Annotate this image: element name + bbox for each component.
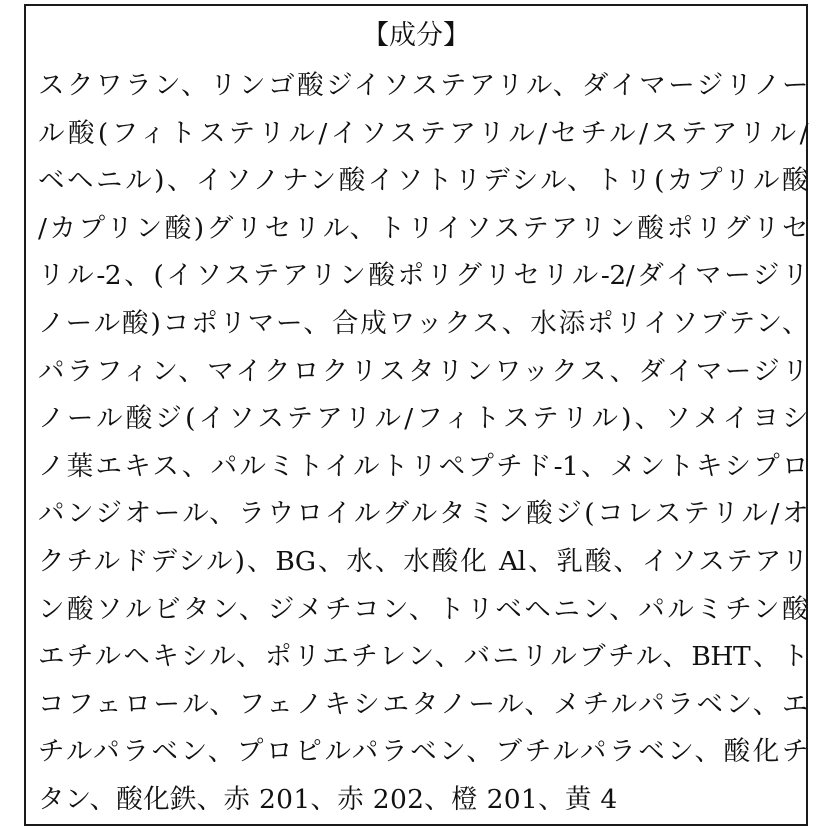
ingredient-line: エチルヘキシル、ポリエチレン、バニリルブチル、BHT、ト bbox=[38, 641, 808, 673]
ingredient-line: クチルドデシル)、BG、水、水酸化 Al、乳酸、イソステアリ bbox=[38, 545, 808, 577]
ingredients-box bbox=[24, 4, 808, 826]
ingredient-line: ノ葉エキス、パルミトイルトリペプチド-1、メントキシプロ bbox=[38, 450, 808, 482]
ingredient-line: ル酸(フィトステリル/イソステアリル/セチル/ステアリル/ bbox=[38, 117, 808, 149]
ingredient-line: ン酸ソルビタン、ジメチコン、トリベヘニン、パルミチン酸 bbox=[38, 593, 808, 625]
ingredient-line: /カプリン酸)グリセリル、トリイソステアリン酸ポリグリセ bbox=[38, 212, 808, 244]
ingredient-line: ノール酸)コポリマー、合成ワックス、水添ポリイソブテン、 bbox=[38, 307, 808, 339]
ingredient-line: パンジオール、ラウロイルグルタミン酸ジ(コレステリル/オ bbox=[38, 498, 808, 530]
ingredient-line: ノール酸ジ(イソステアリル/フィトステリル)、ソメイヨシ bbox=[38, 403, 808, 435]
ingredients-text bbox=[38, 62, 808, 824]
ingredient-line: チルパラベン、プロピルパラベン、ブチルパラベン、酸化チ bbox=[38, 736, 808, 768]
ingredient-line: パラフィン、マイクロクリスタリンワックス、ダイマージリ bbox=[38, 355, 808, 387]
ingredient-line: スクワラン、リンゴ酸ジイソステアリル、ダイマージリノー bbox=[38, 70, 808, 101]
ingredient-line: コフェロール、フェノキシエタノール、メチルパラベン、エ bbox=[38, 688, 808, 720]
ingredients-heading: 【成分】 bbox=[362, 20, 470, 51]
ingredient-line: リル-2、(イソステアリン酸ポリグリセリル-2/ダイマージリ bbox=[38, 260, 808, 292]
ingredient-line: ベヘニル)、イソノナン酸イソトリデシル、トリ(カプリル酸 bbox=[38, 165, 808, 197]
ingredient-line: タン、酸化鉄、赤 201、赤 202、橙 201、黄 4 bbox=[38, 783, 618, 815]
